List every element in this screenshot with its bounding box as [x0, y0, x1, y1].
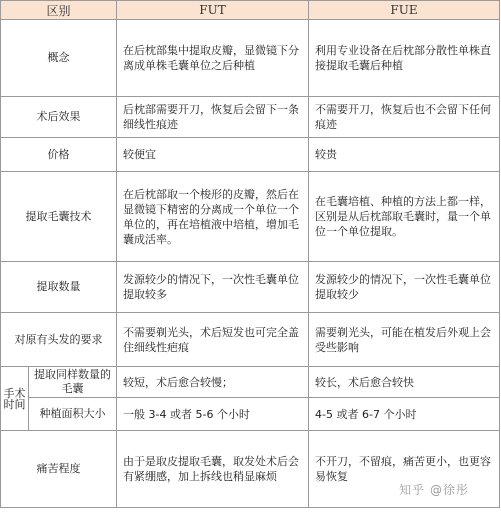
row-label: 概念: [1, 20, 117, 97]
row-hair-requirement: [1, 313, 500, 367]
row-label: 痛苦程度: [1, 431, 117, 508]
fut-cell: 发源较少的情况下，一次性毛囊单位提取较多: [117, 262, 309, 313]
fue-cell: 发源较少的情况下，一次性毛囊单位提取较少: [309, 262, 500, 313]
row-label: 提取同样数量的毛囊: [29, 367, 117, 398]
fue-cell: 不开刀，不留痕，痛苦更小，也更容易恢复: [309, 431, 500, 508]
row-label: 术后效果: [1, 97, 117, 138]
fut-cell: 在后枕部集中提取皮瓣，显微镜下分离成单株毛囊单位之后种植: [117, 20, 309, 97]
fue-cell: 较长，术后愈合较快: [309, 367, 500, 398]
fue-cell: 不需要开刀，恢复后也不会留下任何痕迹: [309, 97, 500, 138]
row-post-op-effect: [1, 97, 500, 138]
row-label: 种植面积大小: [29, 398, 117, 431]
watermark: 知乎 @徐彤: [399, 483, 469, 497]
fut-cell: 一般 3-4 或者 5-6 个小时: [117, 398, 309, 431]
fut-cell: 由于是取皮提取毛囊，取发处术后会有紧绷感，加上拆线也稍显麻烦: [117, 431, 309, 508]
fut-cell: 较短，术后愈合较慢；: [117, 367, 309, 398]
fue-cell: 在毛囊培植、种植的方法上都一样，区别是从后枕部取毛囊时，量一个单位一个单位提取。: [309, 172, 500, 262]
header-fut: FUT: [117, 1, 309, 20]
fue-cell: 较贵: [309, 138, 500, 172]
surgery-time-label: 手术时间: [1, 367, 29, 431]
row-extract-same-quantity: [1, 367, 500, 398]
fut-cell: 不需要剃光头，术后短发也可完全盖住细线性疤痕: [117, 313, 309, 367]
row-extraction-technique: [1, 172, 500, 262]
row-concept: [1, 20, 500, 97]
fut-cell: 较便宜: [117, 138, 309, 172]
row-planting-area: [1, 398, 500, 431]
fut-cell: 后枕部需要开刀，恢复后会留下一条细线性痕迹: [117, 97, 309, 138]
row-extraction-quantity: [1, 262, 500, 313]
row-label: 提取毛囊技术: [1, 172, 117, 262]
fue-cell: 利用专业设备在后枕部分散性单株直接提取毛囊后种植: [309, 20, 500, 97]
row-label: 价格: [1, 138, 117, 172]
header-row: [1, 1, 500, 20]
fue-cell: 需要剃光头，可能在植发后外观上会受些影响: [309, 313, 500, 367]
header-difference: 区别: [1, 1, 117, 20]
fue-cell: 4-5 或者 6-7 个小时: [309, 398, 500, 431]
row-label: 对原有头发的要求: [1, 313, 117, 367]
fut-cell: 在后枕部取一个梭形的皮瓣，然后在显微镜下精密的分离成一个单位一个单位的，再在培植液中培植，增加毛囊成活率。: [117, 172, 309, 262]
row-price: [1, 138, 500, 172]
row-label: 提取数量: [1, 262, 117, 313]
header-fue: FUE: [309, 1, 500, 20]
